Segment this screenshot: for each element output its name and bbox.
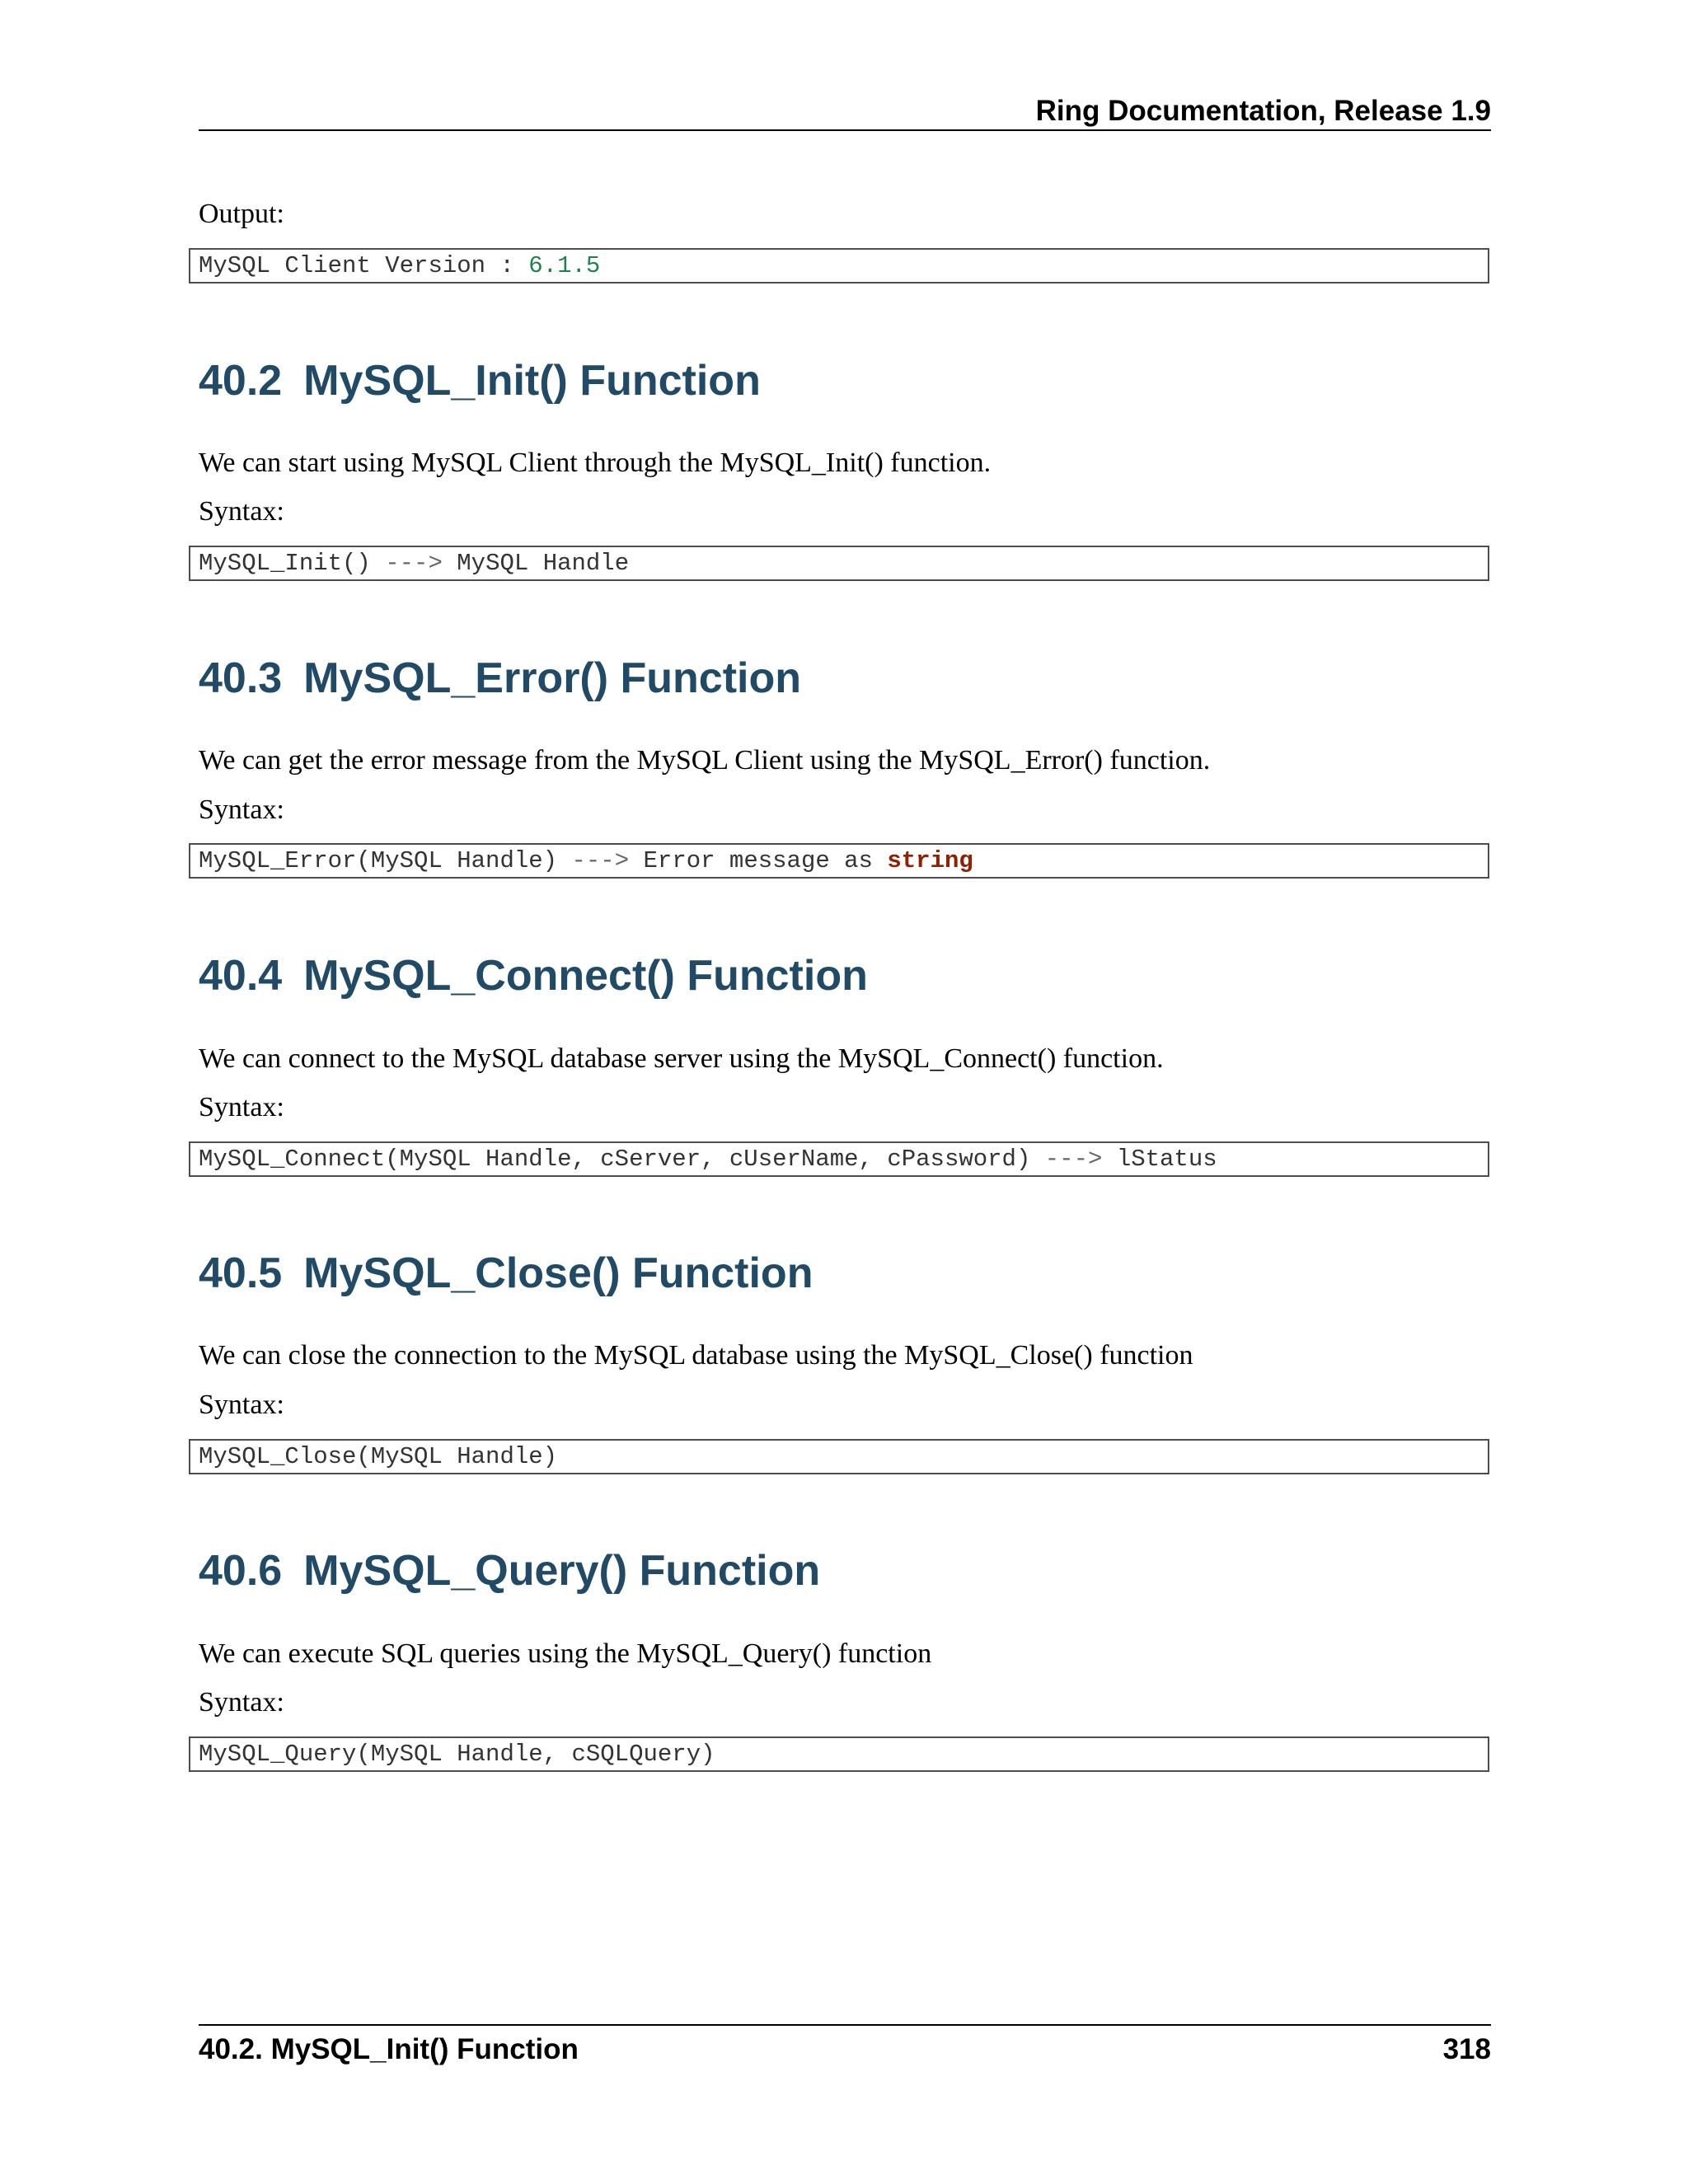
- syntax-label: Syntax:: [199, 1687, 284, 1718]
- code-call: MySQL_Query(MySQL Handle, cSQLQuery): [199, 1741, 715, 1768]
- syntax-label: Syntax:: [199, 496, 284, 527]
- code-block-mysql-query: [189, 1736, 1489, 1772]
- code-block-output: [189, 248, 1489, 284]
- section-title: MySQL_Init() Function: [303, 357, 761, 405]
- syntax-label: Syntax:: [199, 1390, 284, 1420]
- code-version-number: 6.1.5: [528, 252, 601, 279]
- section-heading-mysql-connect: [199, 951, 868, 1001]
- code-block-mysql-connect: [189, 1141, 1489, 1177]
- syntax-label: Syntax:: [199, 794, 284, 825]
- code-block-mysql-close: [189, 1439, 1489, 1474]
- section-title: MySQL_Error() Function: [303, 654, 802, 702]
- section-description: We can start using MySQL Client through the MySQL_Init() function.: [199, 448, 992, 478]
- code-call: MySQL_Error(MySQL Handle): [199, 847, 558, 874]
- section-title: MySQL_Query() Function: [303, 1547, 821, 1595]
- code-call: MySQL_Connect(MySQL Handle, cServer, cUserName, cPassword): [199, 1146, 1031, 1173]
- code-block-mysql-init: [189, 546, 1489, 581]
- section-heading-mysql-error: [199, 654, 801, 703]
- syntax-label: Syntax:: [199, 1092, 284, 1122]
- section-heading-mysql-init: [199, 356, 761, 405]
- section-number: 40.3: [199, 654, 283, 702]
- code-result: Error message as: [643, 847, 873, 874]
- section-number: 40.2: [199, 357, 283, 405]
- section-description: We can close the connection to the MySQL database using the MySQL_Close() function: [199, 1340, 1193, 1371]
- code-result: MySQL Handle: [457, 550, 630, 577]
- code-text: MySQL Client Version :: [199, 252, 529, 279]
- section-description: We can connect to the MySQL database server using the MySQL_Connect() function.: [199, 1043, 1164, 1074]
- document-page: [199, 0, 1491, 2184]
- code-call: MySQL_Close(MySQL Handle): [199, 1443, 558, 1470]
- section-number: 40.6: [199, 1547, 283, 1595]
- code-arrow: --->: [385, 550, 443, 577]
- output-label: Output:: [199, 199, 284, 229]
- running-header: Ring Documentation, Release 1.9: [199, 92, 1491, 131]
- section-title: MySQL_Connect() Function: [303, 952, 868, 1000]
- code-result: lStatus: [1116, 1146, 1217, 1173]
- code-arrow: --->: [571, 847, 630, 874]
- code-keyword: string: [887, 847, 973, 874]
- section-description: We can get the error message from the MySQL Client using the MySQL_Error() function.: [199, 745, 1211, 776]
- section-heading-mysql-query: [199, 1546, 820, 1596]
- running-footer: [199, 2024, 1491, 2065]
- code-arrow: --->: [1044, 1146, 1103, 1173]
- section-title: MySQL_Close() Function: [303, 1249, 814, 1297]
- code-call: MySQL_Init(): [199, 550, 371, 577]
- section-heading-mysql-close: [199, 1249, 813, 1298]
- page-number: 318: [1442, 2033, 1491, 2065]
- section-description: We can execute SQL queries using the MySQL_Query() function: [199, 1638, 932, 1669]
- section-number: 40.5: [199, 1249, 283, 1297]
- section-number: 40.4: [199, 952, 283, 1000]
- footer-section-title: 40.2. MySQL_Init() Function: [199, 2033, 579, 2065]
- code-block-mysql-error: [189, 843, 1489, 879]
